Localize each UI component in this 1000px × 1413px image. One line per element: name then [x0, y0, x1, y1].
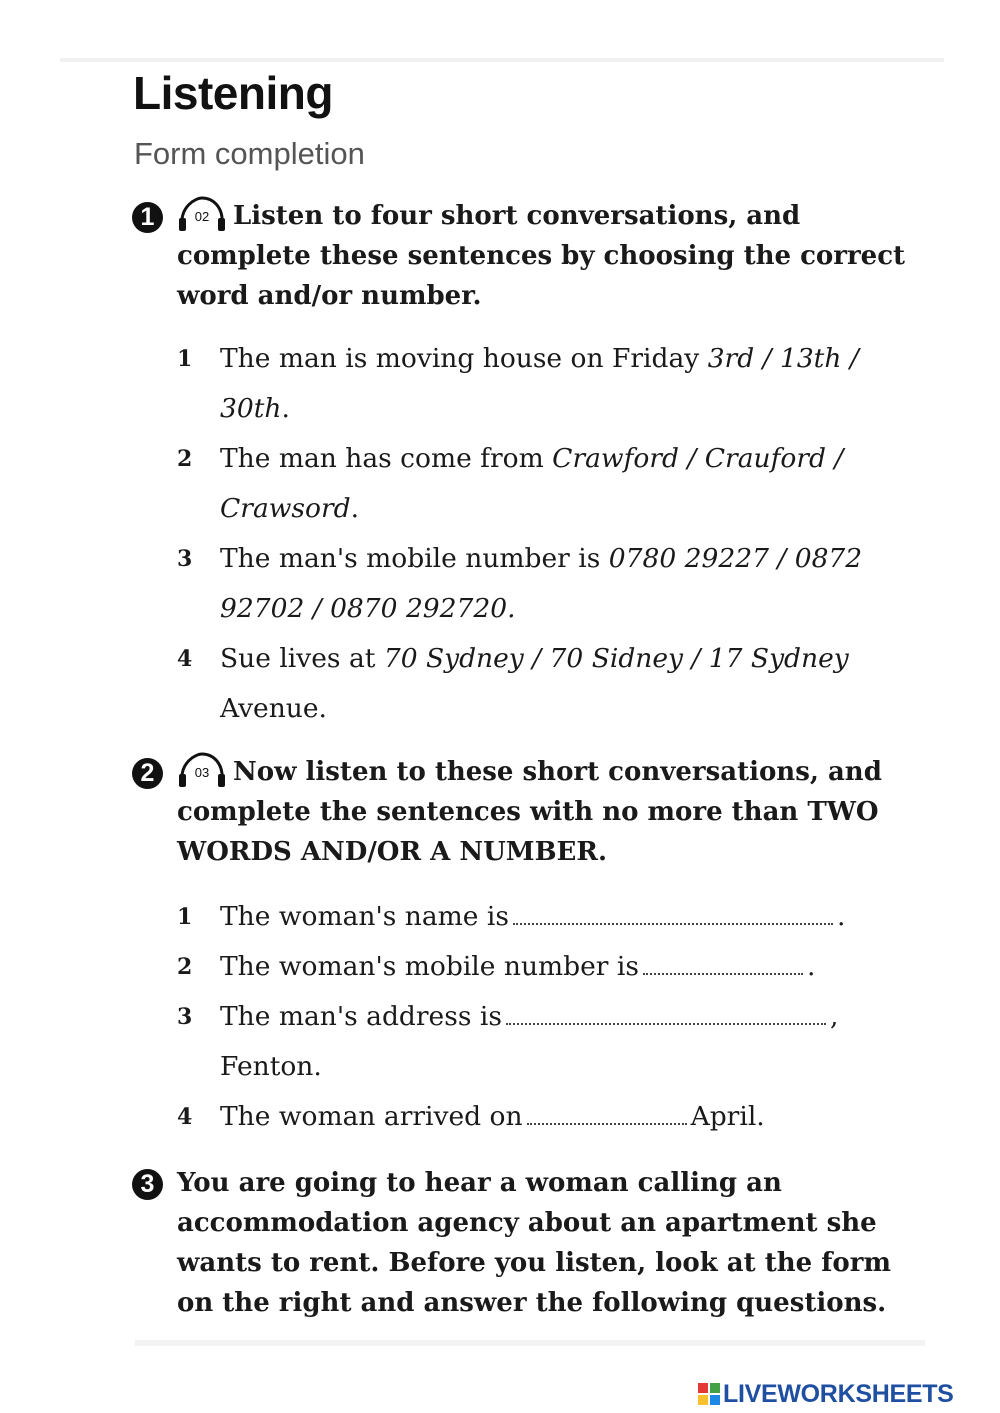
headphones-audio-icon[interactable]	[176, 752, 228, 790]
item-text-line2: Fenton.	[220, 1051, 322, 1082]
item-number: 4	[177, 646, 193, 672]
item-number: 1	[177, 346, 193, 372]
list-item	[132, 892, 922, 942]
exercise-1-heading	[132, 196, 922, 316]
item-tail: April.	[690, 1101, 765, 1132]
liveworksheets-logo-icon	[698, 1383, 720, 1405]
answer-blank[interactable]	[513, 893, 833, 925]
answer-blank[interactable]	[506, 993, 826, 1025]
exercise-2	[132, 752, 922, 1142]
list-item	[132, 534, 922, 634]
item-text: The woman arrived on	[220, 1101, 523, 1132]
exercise-number-badge: 2	[132, 758, 163, 789]
item-number: 2	[177, 446, 193, 472]
top-rule	[60, 58, 944, 62]
item-tail: .	[350, 493, 360, 524]
item-tail: Avenue.	[220, 693, 327, 724]
exercise-3	[132, 1163, 922, 1323]
headphones-audio-icon[interactable]	[176, 196, 228, 234]
exercise-number-badge: 3	[132, 1169, 163, 1200]
list-item	[132, 992, 922, 1092]
exercise-1-instruction: Listen to four short conversations, and complete these sentences by choosing the correct word and/or number.	[177, 201, 906, 311]
item-text: The man is moving house on Friday	[220, 343, 708, 374]
list-item	[132, 942, 922, 992]
item-text: The woman's name is	[220, 901, 509, 932]
exercise-3-heading	[132, 1163, 922, 1323]
list-item	[132, 334, 922, 434]
list-item	[132, 1092, 922, 1142]
item-text: The man's mobile number is	[220, 543, 609, 574]
list-item	[132, 434, 922, 534]
answer-blank[interactable]	[527, 1093, 687, 1125]
item-number: 3	[177, 546, 193, 572]
audio-track-label: 03	[194, 765, 210, 780]
item-options[interactable]: 0780 29227 / 0872 92702 / 0870 292720.	[220, 543, 863, 624]
liveworksheets-watermark[interactable]	[698, 1380, 954, 1408]
bottom-rule	[135, 1340, 925, 1346]
answer-blank[interactable]	[643, 943, 803, 975]
item-text: The man has come from	[220, 443, 553, 474]
item-tail: .	[836, 901, 846, 932]
item-number: 2	[177, 954, 193, 980]
page-subtitle: Form completion	[134, 136, 365, 171]
item-tail: .	[281, 393, 290, 424]
item-number: 3	[177, 1004, 193, 1030]
exercise-3-instruction: You are going to hear a woman calling an accommodation agency about an apartment she wants to rent. Before you listen, look at the form on the right and answer the following questions.	[177, 1168, 891, 1318]
item-options[interactable]: 3rd / 13th / 30th	[220, 343, 859, 424]
exercise-1	[132, 196, 922, 734]
exercise-2-list	[132, 892, 922, 1142]
exercise-number-badge: 1	[132, 202, 163, 233]
audio-track-label: 02	[194, 209, 210, 224]
list-item	[132, 634, 922, 734]
exercise-1-list	[132, 334, 922, 734]
item-options[interactable]: Crawford / Crauford / Crawsord	[220, 443, 844, 524]
watermark-text: LIVEWORKSHEETS	[723, 1380, 954, 1408]
exercise-2-instruction: Now listen to these short conversations, and complete the sentences with no more than TWO WORDS AND/OR A NUMBER.	[177, 757, 882, 867]
exercise-2-heading	[132, 752, 922, 872]
item-options[interactable]: 70 Sydney / 70 Sidney / 17 Sydney	[383, 643, 849, 674]
item-text: The woman's mobile number is	[220, 951, 639, 982]
item-tail: .	[806, 951, 816, 982]
item-tail: ,	[829, 1001, 839, 1032]
item-number: 4	[177, 1104, 193, 1130]
item-number: 1	[177, 904, 193, 930]
item-text: The man's address is	[220, 1001, 502, 1032]
item-text: Sue lives at	[220, 643, 384, 674]
page-title: Listening	[133, 67, 333, 119]
